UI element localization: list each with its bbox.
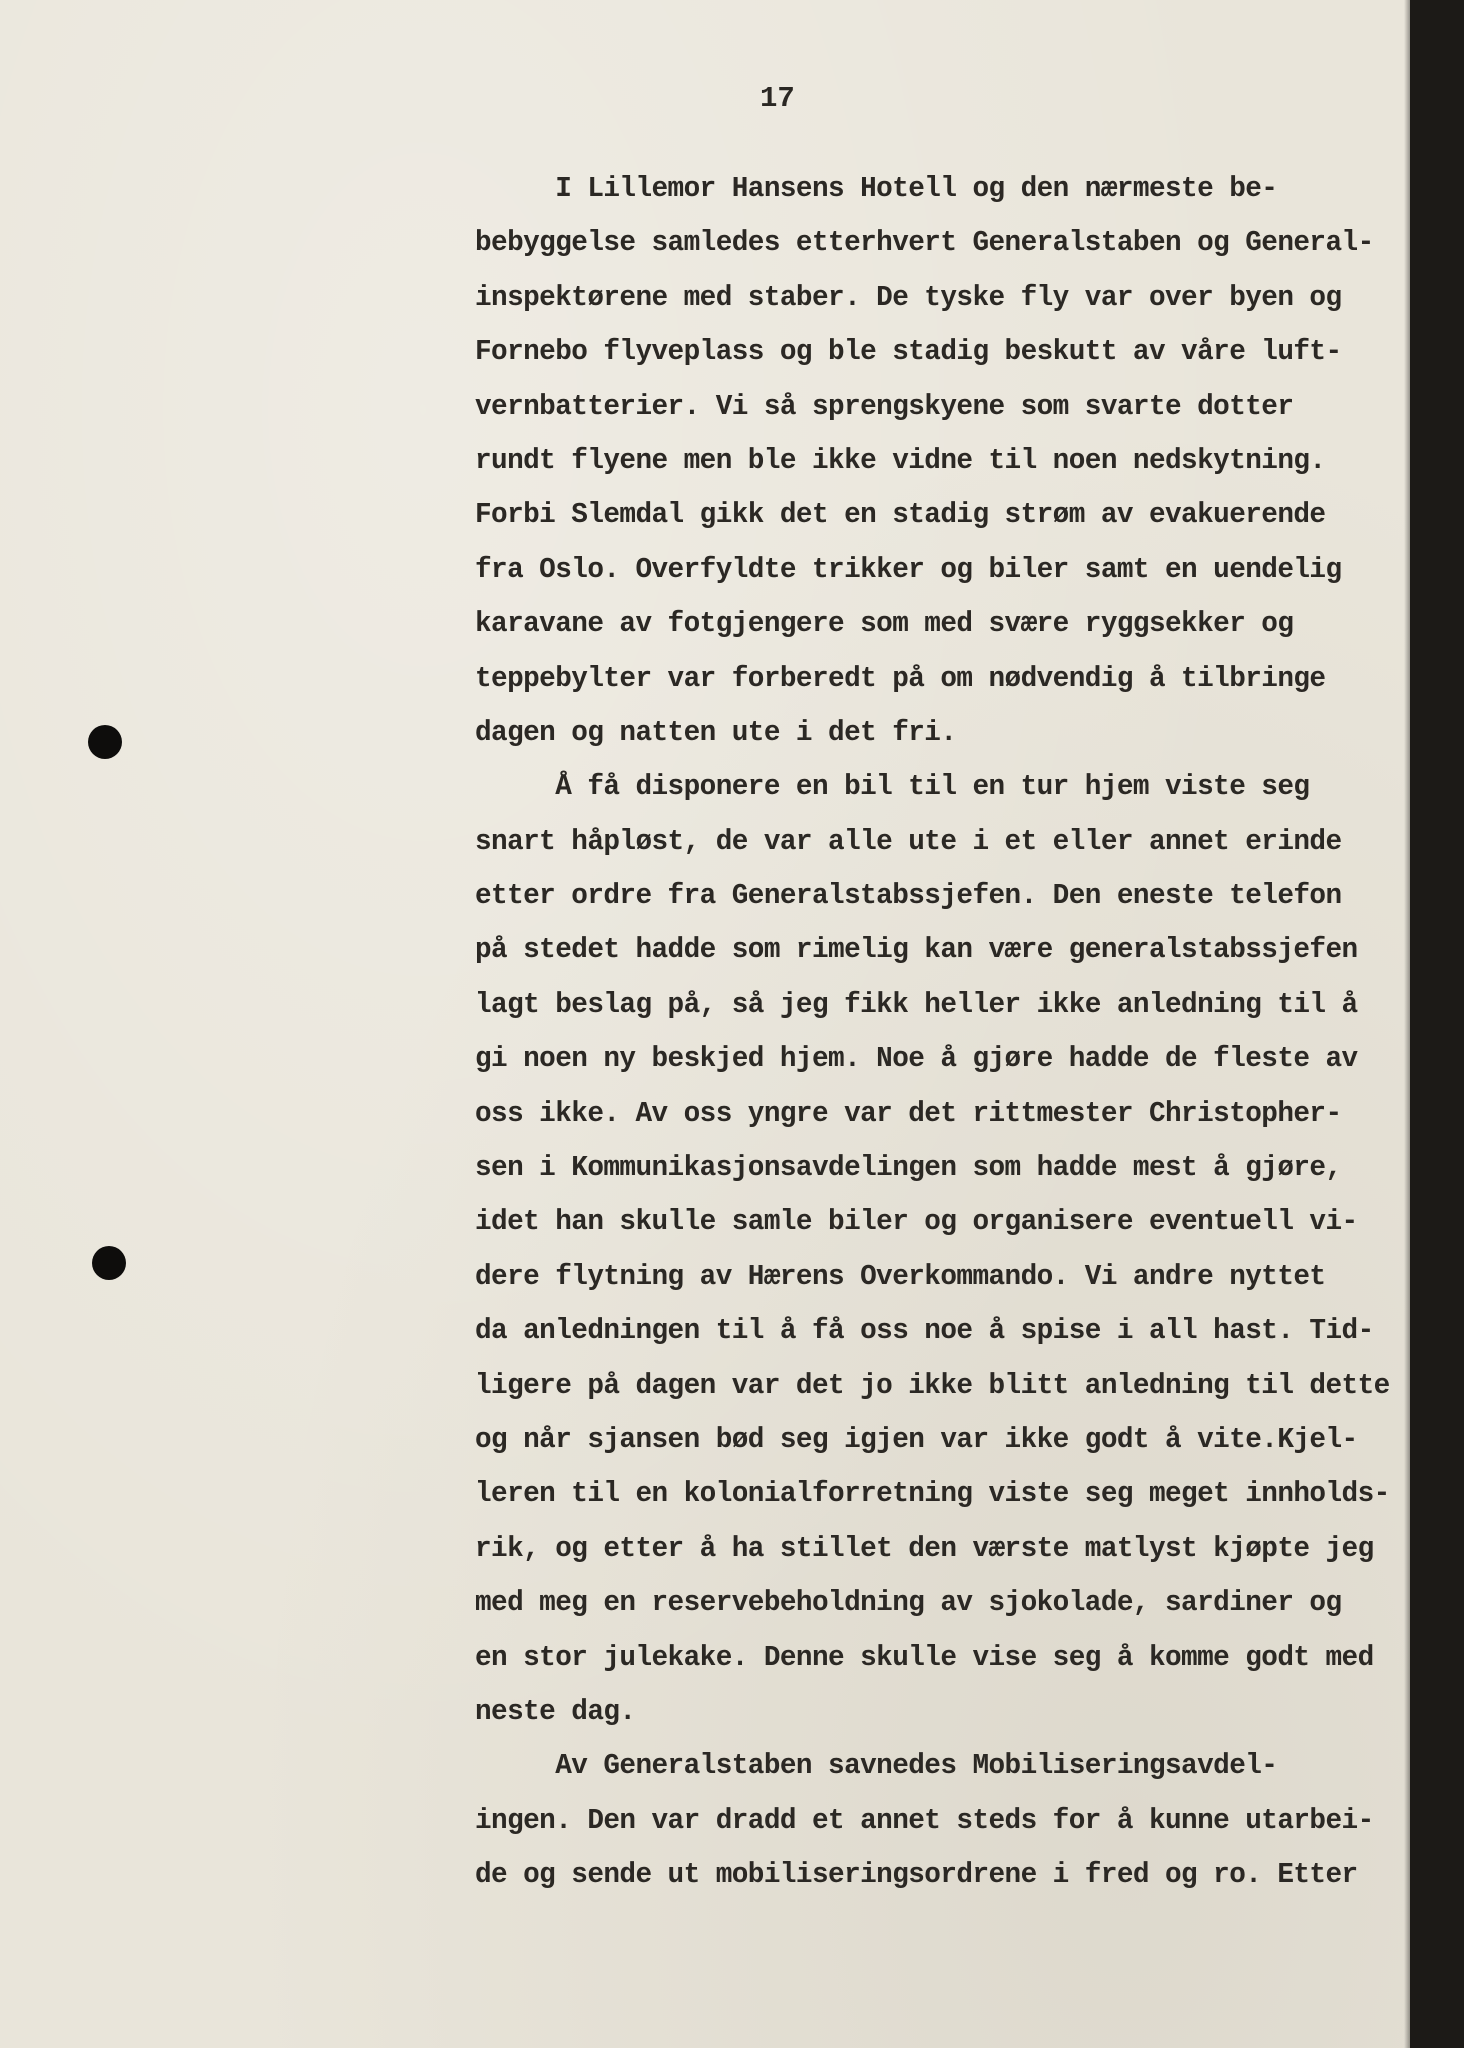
text-line: karavane av fotgjengere som med svære ryggsekker og: [475, 607, 1294, 641]
text-line: idet han skulle samle biler og organisere eventuell vi-: [475, 1205, 1358, 1239]
text-line: Forbi Slemdal gikk det en stadig strøm av evakuerende: [475, 498, 1326, 532]
page-edge-shadow: [1404, 0, 1410, 2048]
text-line: snart håpløst, de var alle ute i et eller annet erinde: [475, 824, 1342, 858]
text-line: lagt beslag på, så jeg fikk heller ikke anledning til å: [475, 987, 1358, 1021]
text-line: etter ordre fra Generalstabssjefen. Den eneste telefon: [475, 879, 1342, 913]
text-line: fra Oslo. Overfyldte trikker og biler samt en uendelig: [475, 552, 1342, 586]
text-line: Av Generalstaben savnedes Mobiliseringsavdel-: [475, 1749, 1278, 1783]
text-line: med meg en reservebeholdning av sjokolade, sardiner og: [475, 1586, 1342, 1620]
text-line: inspektørene med staber. De tyske fly var over byen og: [475, 280, 1342, 314]
text-line: I Lillemor Hansens Hotell og den nærmeste be-: [475, 172, 1278, 205]
text-line: neste dag.: [475, 1694, 636, 1728]
text-line: da anledningen til å få oss noe å spise i all hast. Tid-: [475, 1314, 1374, 1348]
text-line: de og sende ut mobiliseringsordrene i fred og ro. Etter: [475, 1858, 1358, 1892]
text-line: dere flytning av Hærens Overkommando. Vi andre nyttet: [475, 1259, 1326, 1293]
document-body: [475, 162, 1390, 1903]
text-line: en stor julekake. Denne skulle vise seg å komme godt med: [475, 1640, 1374, 1674]
text-line: ingen. Den var dradd et annet steds for å kunne utarbei-: [475, 1803, 1374, 1837]
text-line: på stedet hadde som rimelig kan være generalstabssjefen: [475, 933, 1358, 967]
text-line: leren til en kolonialforretning viste seg meget innholds-: [475, 1477, 1390, 1511]
text-line: dagen og natten ute i det fri.: [475, 715, 957, 749]
text-line: sen i Kommunikasjonsavdelingen som hadde mest å gjøre,: [475, 1151, 1342, 1185]
text-line: Å få disponere en bil til en tur hjem viste seg: [475, 770, 1310, 804]
text-line: ligere på dagen var det jo ikke blitt anledning til dette: [475, 1368, 1390, 1402]
text-line: Fornebo flyveplass og ble stadig beskutt av våre luft-: [475, 335, 1342, 369]
text-line: gi noen ny beskjed hjem. Noe å gjøre hadde de fleste av: [475, 1042, 1358, 1076]
text-line: oss ikke. Av oss yngre var det rittmester Christopher-: [475, 1096, 1342, 1130]
text-line: teppebylter var forberedt på om nødvendig å tilbringe: [475, 661, 1326, 695]
text-line: rik, og etter å ha stillet den værste matlyst kjøpte jeg: [475, 1531, 1374, 1565]
text-line: rundt flyene men ble ikke vidne til noen nedskytning.: [475, 443, 1326, 477]
page-number: 17: [760, 82, 795, 115]
text-line: og når sjansen bød seg igjen var ikke godt å vite.Kjel-: [475, 1422, 1358, 1456]
punch-hole: [92, 1246, 126, 1280]
punch-hole: [88, 725, 122, 759]
text-line: vernbatterier. Vi så sprengskyene som svarte dotter: [475, 389, 1294, 423]
text-line: bebyggelse samledes etterhvert Generalstaben og General-: [475, 226, 1374, 260]
